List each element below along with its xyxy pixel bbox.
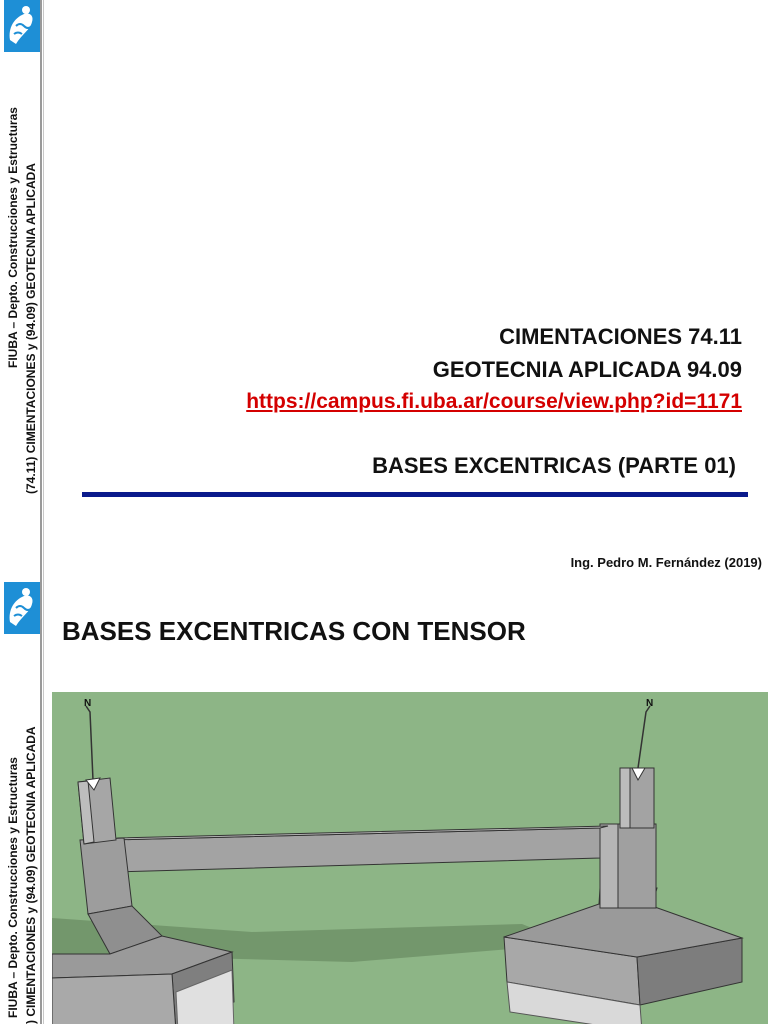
sidebar-line-2: (74.11) CIMENTACIONES y (94.09) GEOTECNIA APLICADA (24, 163, 38, 494)
slide-heading: BASES EXCENTRICAS CON TENSOR (62, 616, 526, 646)
sidebar-line-2: ) CIMENTACIONES y (94.09) GEOTECNIA APLICADA (24, 726, 38, 1024)
sidebar-divider-thin (43, 0, 44, 580)
campus-link[interactable]: https://campus.fi.uba.ar/course/view.php?id=1171 (246, 390, 742, 413)
right-column-lower (600, 824, 656, 908)
sidebar (0, 0, 40, 580)
title-underline-rule (82, 492, 748, 497)
right-load-label: N (646, 698, 654, 709)
fiuba-logo (4, 582, 40, 634)
fiuba-logo (4, 0, 40, 52)
course-title-cimentaciones: CIMENTACIONES 74.11 (499, 324, 742, 349)
sidebar-line-1: FIUBA – Depto. Construcciones y Estructuras (6, 757, 20, 1018)
sidebar-divider (40, 0, 42, 580)
left-load-label: N (84, 698, 92, 709)
sidebar-line-1: FIUBA – Depto. Construcciones y Estructuras (6, 107, 20, 368)
course-title-geotecnia: GEOTECNIA APLICADA 94.09 (432, 357, 742, 382)
eccentric-footing-figure (52, 692, 768, 1024)
presentation-subtitle: BASES EXCENTRICAS (PARTE 01) (372, 453, 736, 478)
content-slide (0, 580, 768, 1024)
sidebar-divider-thin (43, 580, 44, 1024)
sidebar-divider (40, 580, 42, 1024)
left-column-upper (78, 778, 116, 844)
author-credit: Ing. Pedro M. Fernández (2019) (570, 555, 762, 570)
sidebar (0, 580, 40, 1024)
